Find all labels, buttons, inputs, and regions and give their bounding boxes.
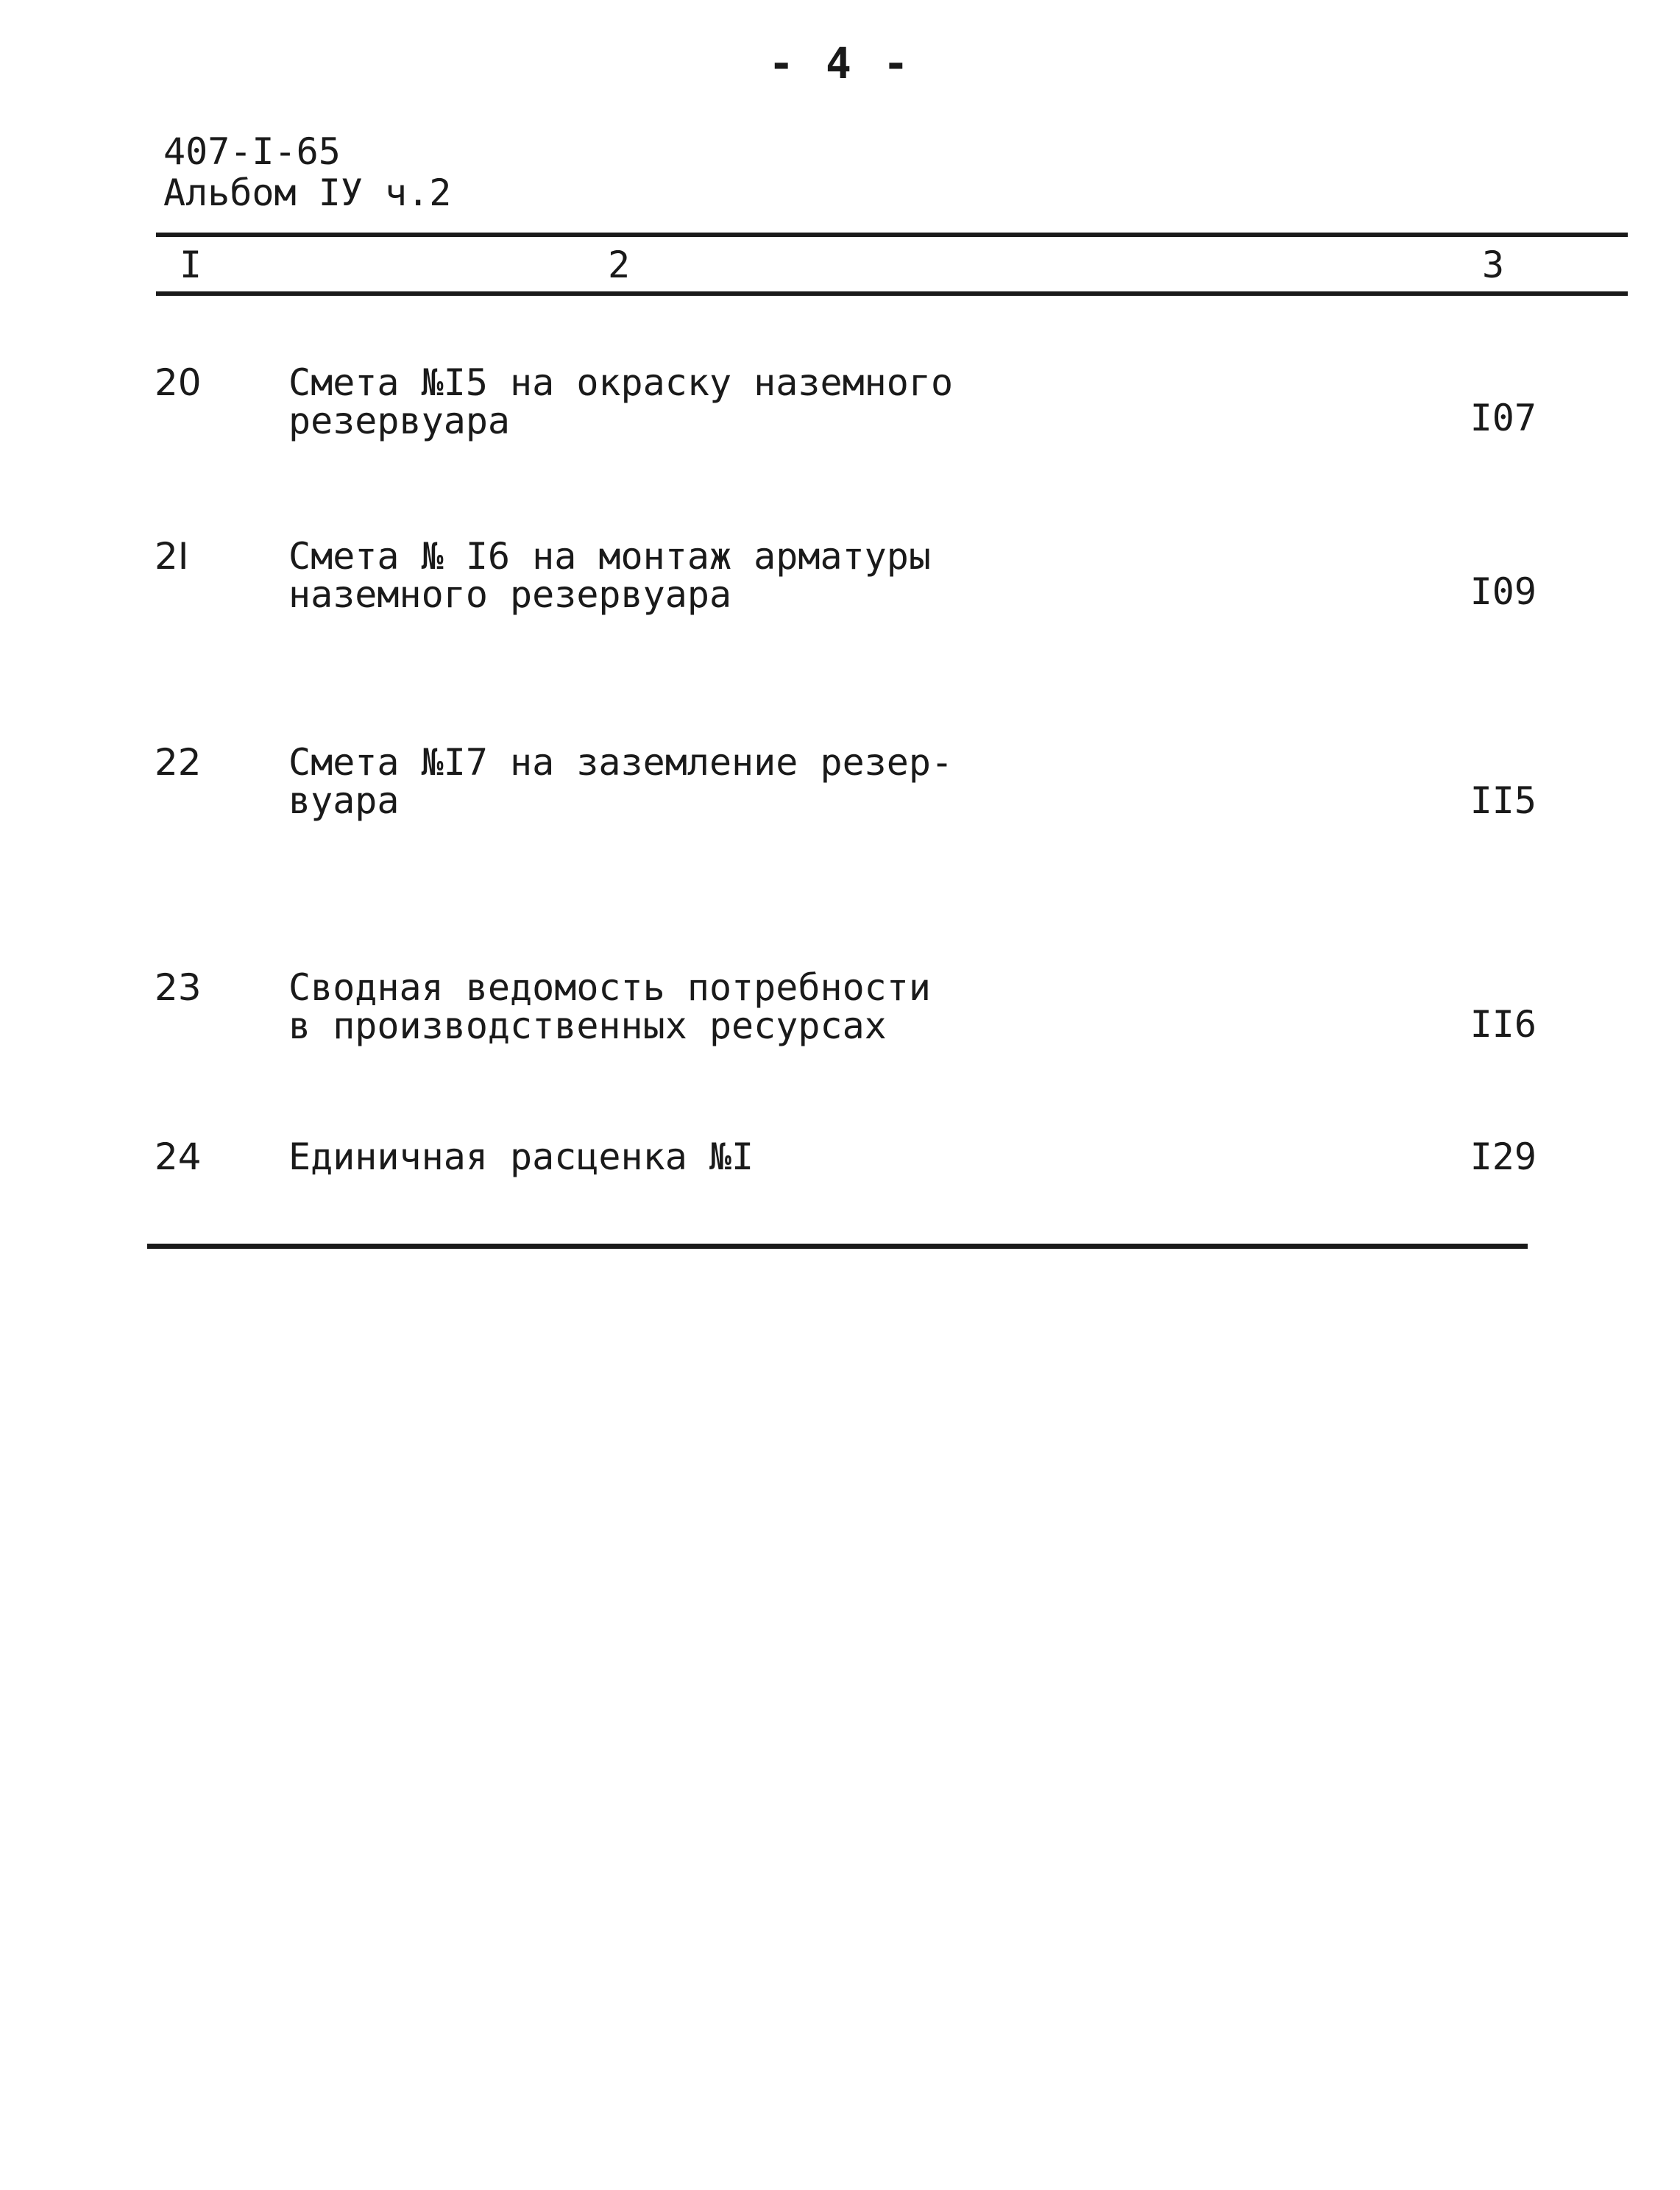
column-header-3: 3: [1482, 244, 1505, 286]
table-header-rule: [156, 291, 1628, 296]
row-title: Сводная ведомость потребности в производственных ресурсах: [288, 966, 931, 1047]
row-page: I07: [1470, 397, 1537, 439]
row-page: II6: [1470, 1003, 1537, 1046]
table-bottom-rule: [147, 1244, 1528, 1249]
document-code: 407-I-65: [163, 130, 341, 173]
table-top-rule: [156, 233, 1628, 237]
row-number: 2I: [155, 535, 189, 578]
row-page: I09: [1470, 570, 1537, 613]
album-label: Альбом IУ ч.2: [163, 171, 452, 214]
row-title: Смета №I7 на заземление резер- вуара: [288, 741, 954, 822]
row-number: 23: [155, 966, 202, 1009]
row-number: 20: [155, 361, 202, 404]
row-page: I29: [1470, 1135, 1537, 1178]
row-number: 24: [155, 1135, 202, 1178]
row-page: II5: [1470, 779, 1537, 822]
row-title: Единичная расценка №I: [288, 1135, 754, 1178]
page-number: - 4 -: [768, 38, 912, 88]
row-number: 22: [155, 741, 202, 784]
row-title: Смета № I6 на монтаж арматуры наземного резервуара: [288, 535, 931, 616]
row-title: Смета №I5 на окраску наземного резервуара: [288, 361, 954, 442]
column-header-2: 2: [608, 244, 631, 286]
document-header: [163, 131, 451, 213]
column-header-1: I: [180, 244, 202, 286]
